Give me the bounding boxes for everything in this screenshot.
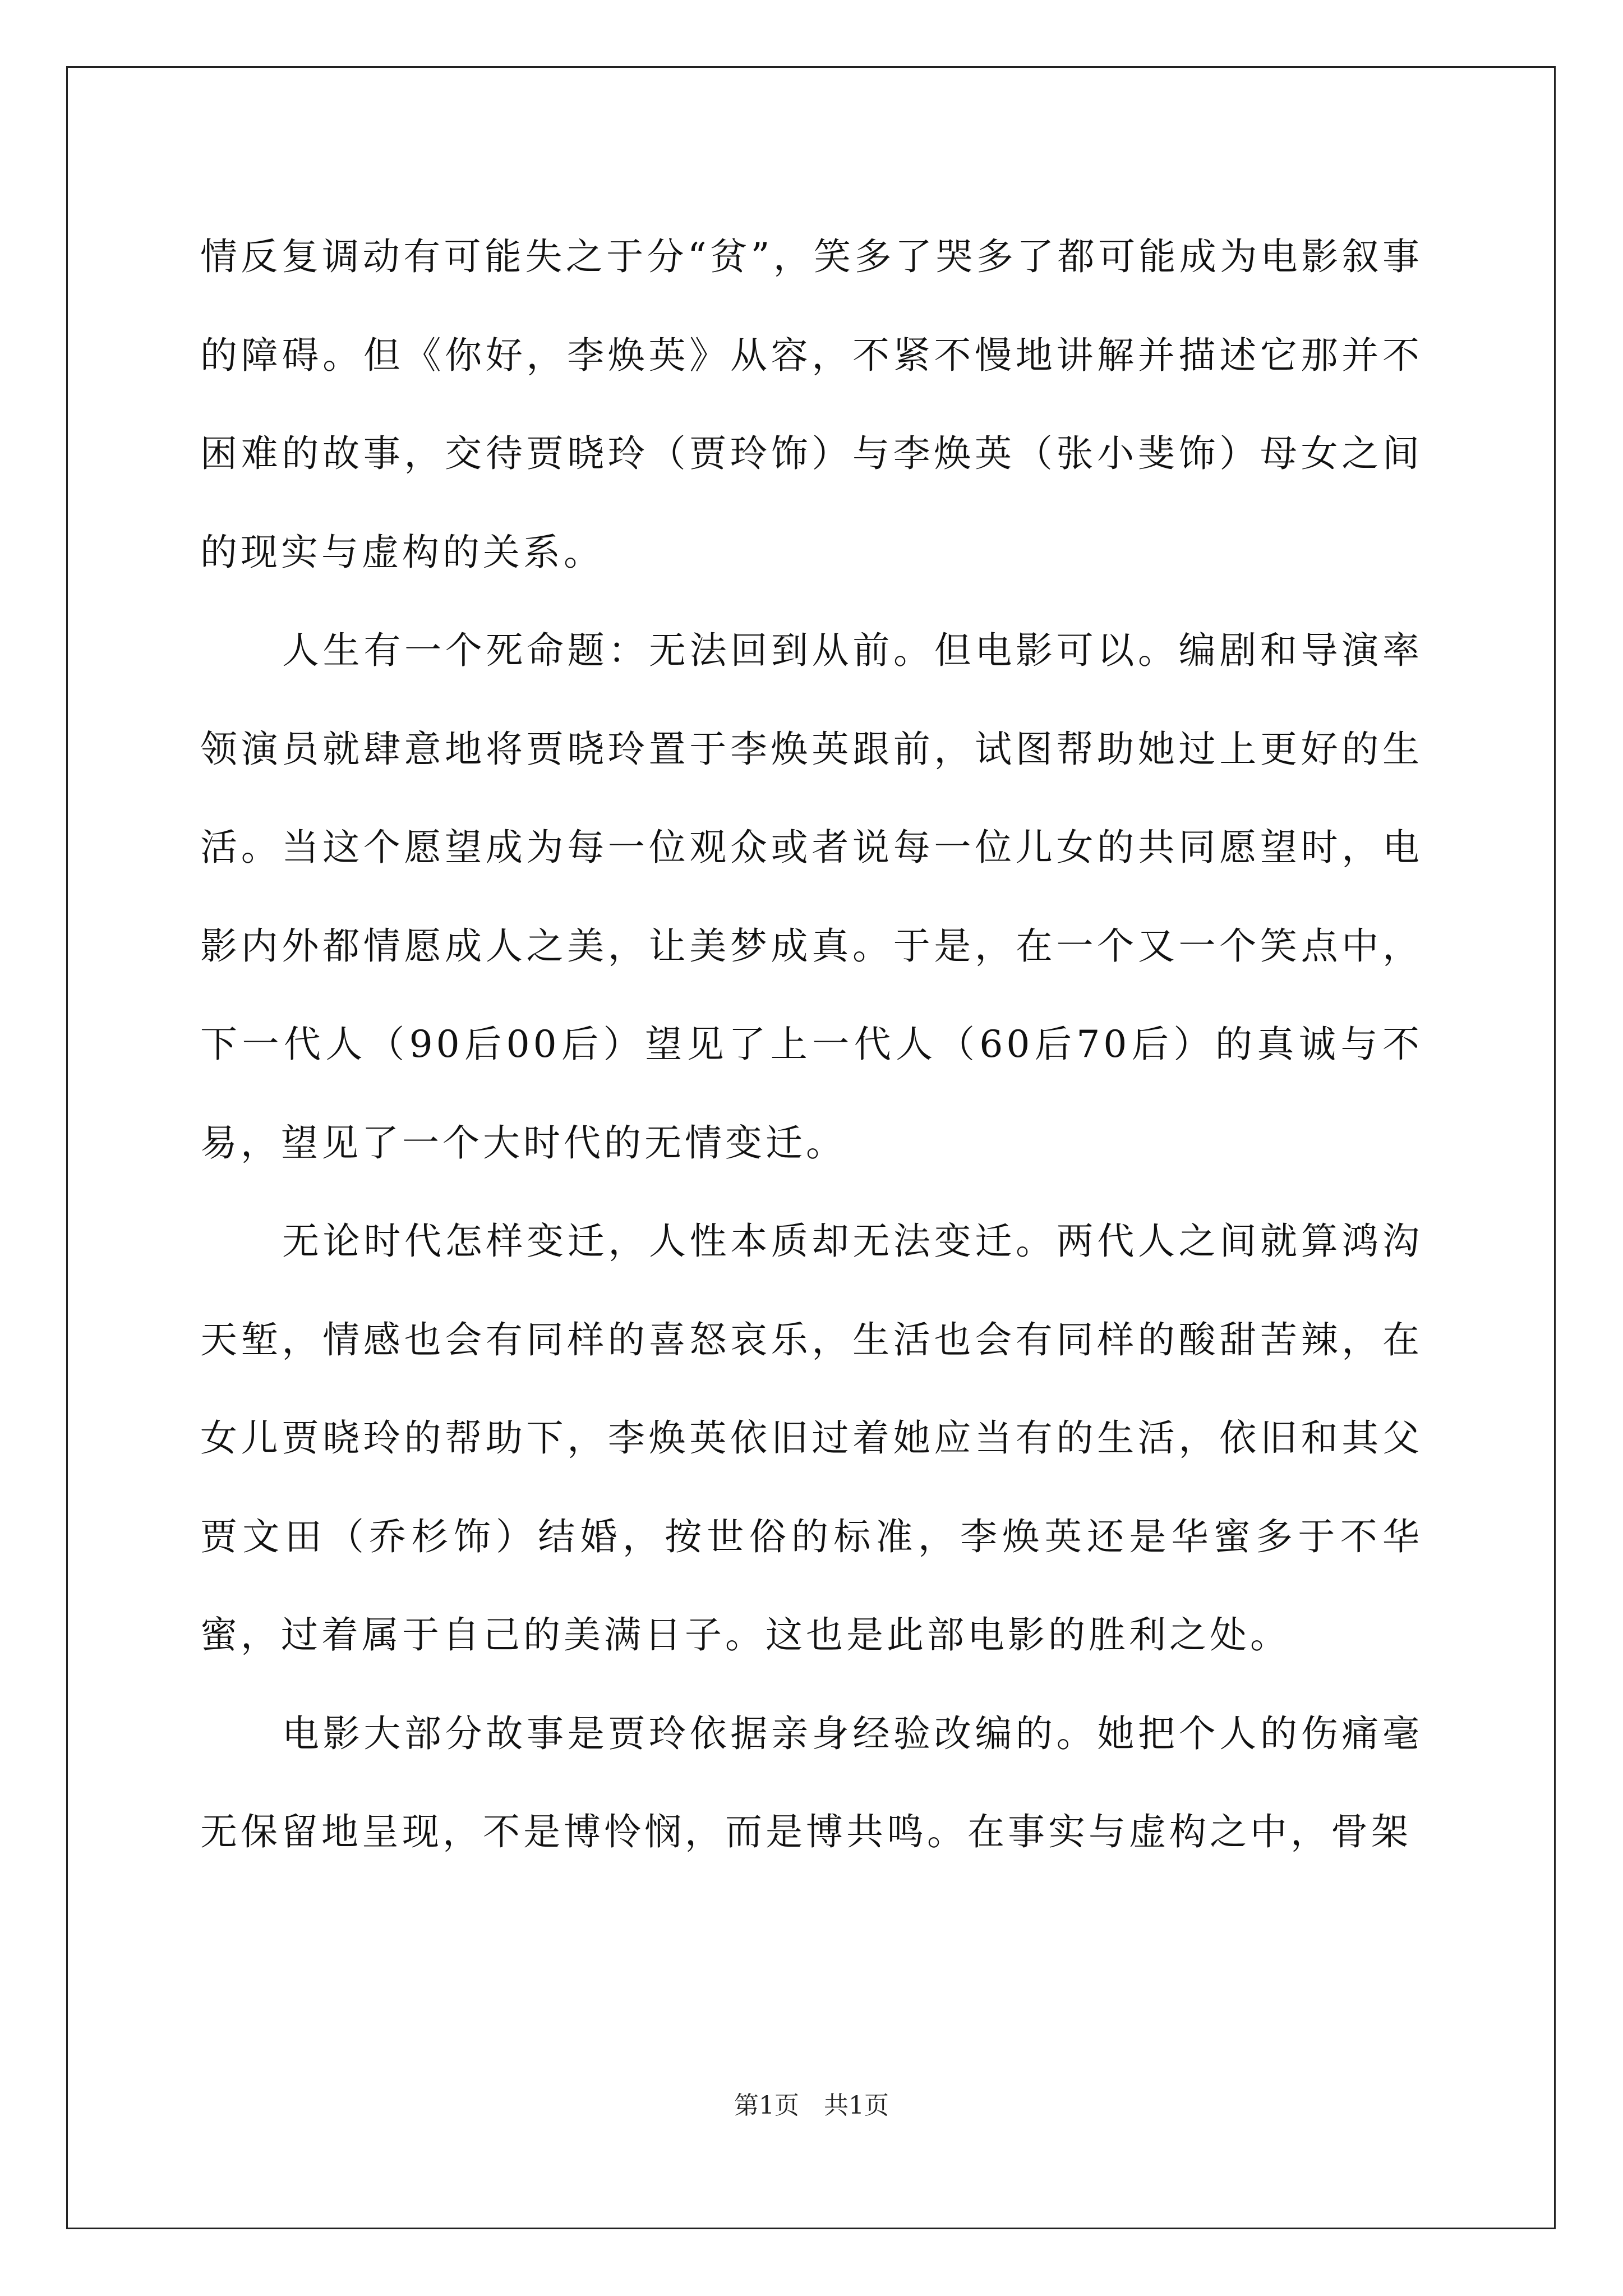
- paragraph-3: 无论时代怎样变迁，人性本质却无法变迁。两代人之间就算鸿沟天堑，情感也会有同样的喜怒哀乐，生活也会有同样的酸甜苦辣，在女儿贾晓玲的帮助下，李焕英依旧过着她应当有的生活，依旧和其父贾文田（乔杉饰）结婚，按世俗的标准，李焕英还是华蜜多于不华蜜，过着属于自己的美满日子。这也是此部电影的胜利之处。: [200, 1220, 1423, 1657]
- paragraph-4: 电影大部分故事是贾玲依据亲身经验改编的。她把个人的伤痛毫无保留地呈现，不是博怜悯，而是博共鸣。在事实与虚构之中，骨架: [200, 1711, 1423, 1853]
- page-footer: [0, 2090, 1623, 2122]
- page-total: 共1页: [824, 2091, 889, 2120]
- paragraph-2: 人生有一个死命题：无法回到从前。但电影可以。编剧和导演率领演员就肆意地将贾晓玲置于李焕英跟前，试图帮助她过上更好的生活。当这个愿望成为每一位观众或者说每一位儿女的共同愿望时，电影内外都情愿成人之美，让美梦成真。于是，在一个又一个笑点中，下一代人（90后00后）望见了上一代人（60后70后）的真诚与不易，望见了一个大时代的无情变迁。: [200, 629, 1423, 1165]
- paragraph-1: 情反复调动有可能失之于分“贫”，笑多了哭多了都可能成为电影叙事的障碍。但《你好，李焕英》从容，不紧不慢地讲解并描述它那并不困难的故事，交待贾晓玲（贾玲饰）与李焕英（张小斐饰）母女之间的现实与虚构的关系。: [200, 235, 1423, 574]
- document-body: [200, 208, 1423, 1881]
- page-number: 第1页: [734, 2091, 799, 2120]
